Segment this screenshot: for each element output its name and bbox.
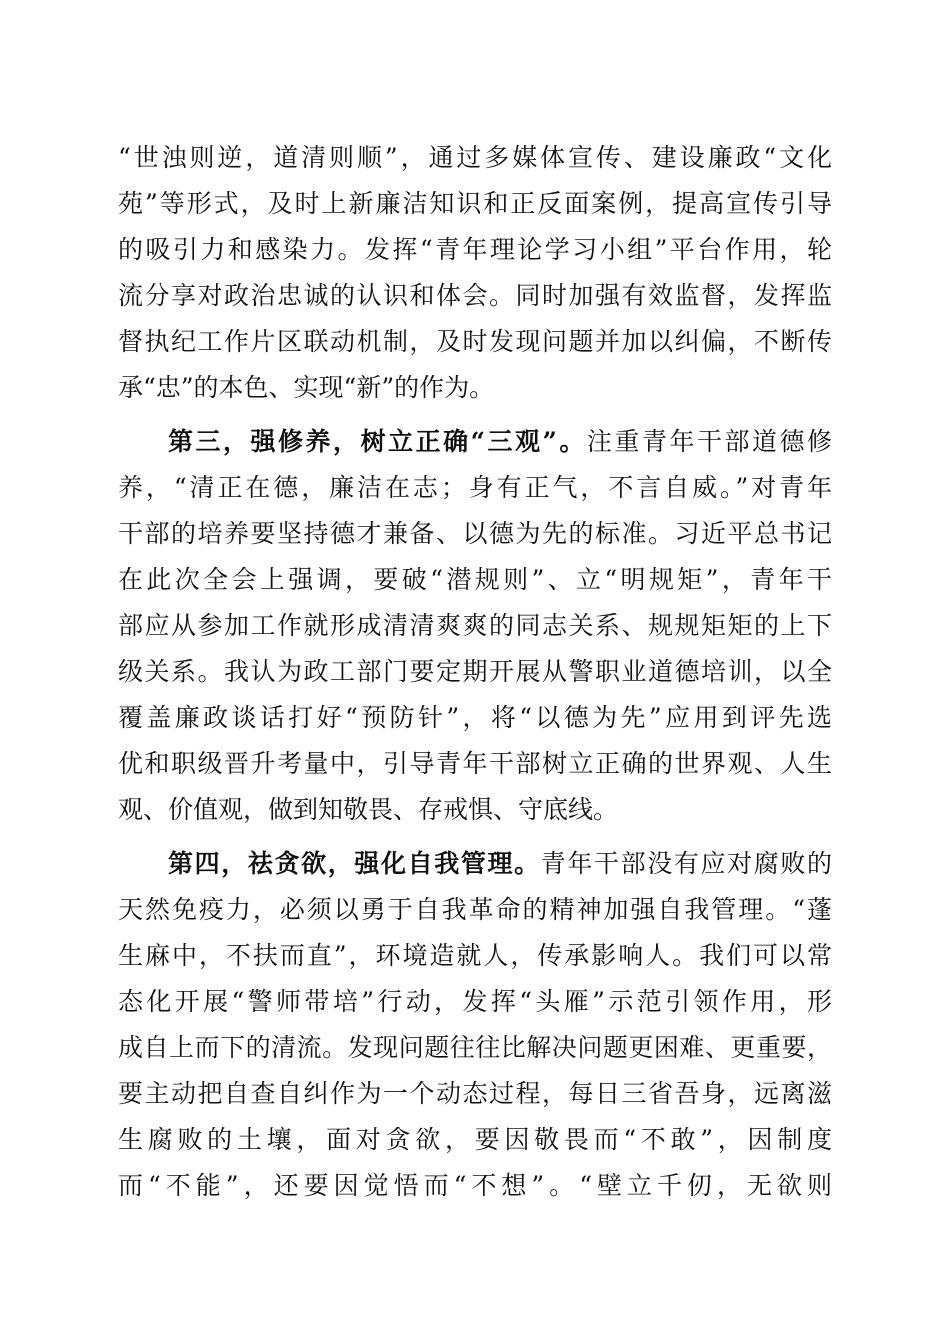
text-line: 观、价值观，做到知敬畏、存戒惧、守底线。 xyxy=(118,795,619,824)
document-body xyxy=(118,135,832,1209)
text-line: 而“不能”，还要因觉悟而“不想”。“壁立千仞，无欲则 xyxy=(118,1171,832,1200)
text-run: 注重青年干部道德修 xyxy=(586,427,832,456)
text-line: 流分享对政治忠诚的认识和体会。同时加强有效监督，发挥监 xyxy=(118,281,832,310)
text-line: 承“忠”的本色、实现“新”的作为。 xyxy=(118,373,495,402)
text-run: 青年干部没有应对腐败的 xyxy=(540,849,832,878)
section-heading: 第三，强修养，树立正确“三观”。 xyxy=(168,427,587,456)
text-line: 级关系。我认为政工部门要定期开展从警职业道德培训，以全 xyxy=(118,657,832,686)
paragraph xyxy=(118,419,832,833)
paragraph-first-line xyxy=(118,419,832,465)
text-line: 生麻中，不扶而直”，环境造就人，传承影响人。我们可以常 xyxy=(118,941,832,970)
text-line: 干部的培养要坚持德才兼备、以德为先的标准。习近平总书记 xyxy=(118,519,832,548)
text-line: 在此次全会上强调，要破“潜规则”、立“明规矩”，青年干 xyxy=(118,565,832,594)
text-line: 覆盖廉政谈话打好“预防针”，将“以德为先”应用到评先选 xyxy=(118,703,832,732)
text-line: 天然免疫力，必须以勇于自我革命的精神加强自我管理。“蓬 xyxy=(118,895,832,924)
paragraph-first-line xyxy=(118,841,832,887)
text-line: 部应从参加工作就形成清清爽爽的同志关系、规规矩矩的上下 xyxy=(118,611,832,640)
paragraph xyxy=(118,135,832,411)
text-line: 督执纪工作片区联动机制，及时发现问题并加以纠偏，不断传 xyxy=(118,327,832,356)
text-line: 优和职级晋升考量中，引导青年干部树立正确的世界观、人生 xyxy=(118,749,832,778)
paragraph xyxy=(118,841,832,1209)
text-line: 成自上而下的清流。发现问题往往比解决问题更困难、更重要， xyxy=(118,1033,832,1062)
text-line: 生腐败的土壤，面对贪欲，要因敬畏而“不敢”，因制度 xyxy=(118,1125,832,1154)
section-heading: 第四，祛贪欲，强化自我管理。 xyxy=(168,849,541,878)
text-line: 的吸引力和感染力。发挥“青年理论学习小组”平台作用，轮 xyxy=(118,235,832,264)
text-line: 苑”等形式，及时上新廉洁知识和正反面案例，提高宣传引导 xyxy=(118,189,832,218)
text-line: 态化开展“警师带培”行动，发挥“头雁”示范引领作用，形 xyxy=(118,987,832,1016)
text-line: 要主动把自查自纠作为一个动态过程，每日三省吾身，远离滋 xyxy=(118,1079,832,1108)
text-line: 养，“清正在德，廉洁在志；身有正气，不言自威。”对青年 xyxy=(118,473,832,502)
text-line: “世浊则逆，道清则顺”，通过多媒体宣传、建设廉政“文化 xyxy=(118,143,832,172)
